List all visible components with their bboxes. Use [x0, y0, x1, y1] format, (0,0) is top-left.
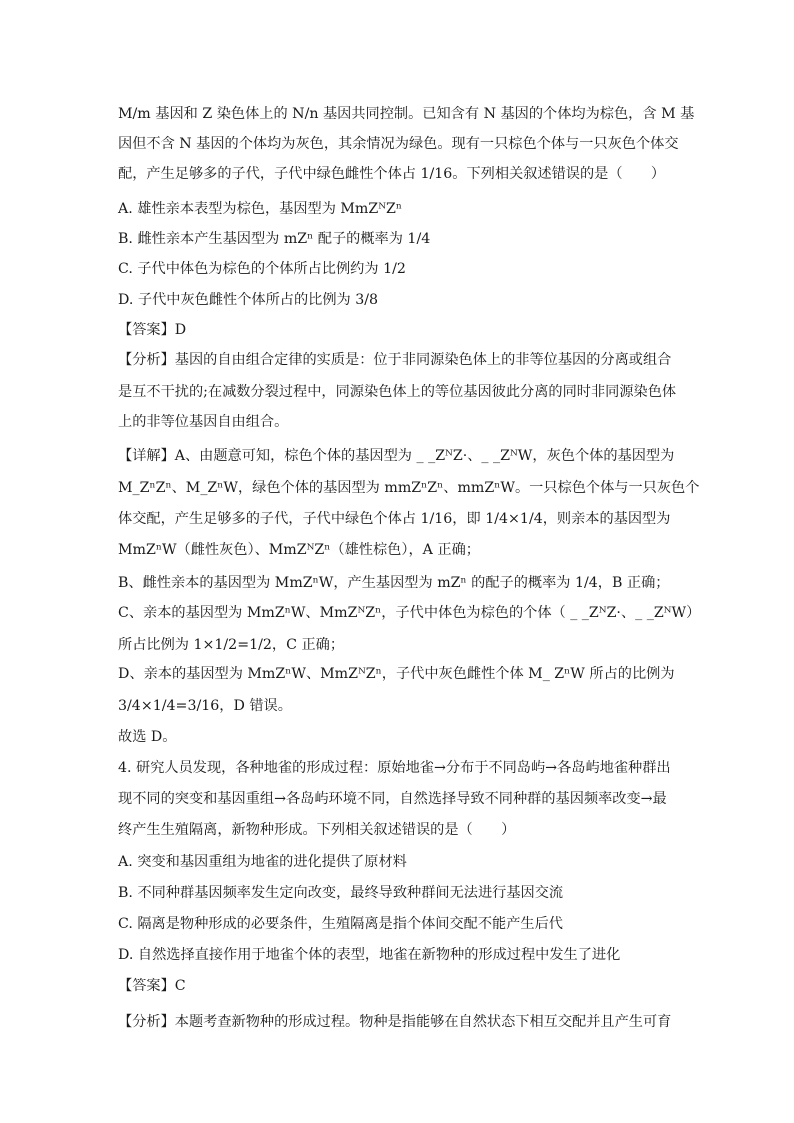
option-a: A. 突变和基因重组为地雀的进化提供了原材料: [118, 854, 407, 870]
option-b: B. 雌性亲本产生基因型为 mZⁿ 配子的概率为 1/4: [118, 231, 431, 247]
option-d: D. 子代中灰色雌性个体所占的比例为 3/8: [118, 292, 379, 308]
detail-line: 所占比例为 1×1/2=1/2，C 正确；: [118, 637, 345, 653]
text-line: 因但不含 N 基因的个体均为灰色，其余情况为绿色。现有一只棕色个体与一只灰色个体交: [118, 136, 679, 152]
analysis-line: 是互不干扰的;在减数分裂过程中，同源染色体上的等位基因彼此分离的同时非同源染色体: [118, 384, 677, 400]
answer: 【答案】C: [118, 978, 186, 994]
analysis-line: 上的非等位基因自由组合。: [118, 414, 289, 430]
answer: 【答案】D: [118, 322, 187, 338]
text-line: 配，产生足够多的子代，子代中绿色雌性个体占 1/16。下列相关叙述错误的是（ ）: [118, 166, 666, 182]
option-a: A. 雄性亲本表型为棕色，基因型为 MmZᴺZⁿ: [118, 201, 403, 217]
option-b: B. 不同种群基因频率发生定向改变，最终导致种群间无法进行基因交流: [118, 885, 564, 901]
question-line: 现不同的突变和基因重组→各岛屿环境不同，自然选择导致不同种群的基因频率改变→最: [118, 791, 667, 807]
analysis-line: 【分析】本题考查新物种的形成过程。物种是指能够在自然状态下相互交配并且产生可育: [118, 1014, 672, 1030]
option-c: C. 隔离是物种形成的必要条件，生殖隔离是指个体间交配不能产生后代: [118, 916, 563, 932]
detail-line: 【详解】A、由题意可知，棕色个体的基因型为 _ _ZᴺZ·、_ _ZᴺW，灰色个体的基因型为: [118, 448, 675, 464]
option-d: D. 自然选择直接作用于地雀个体的表型，地雀在新物种的形成过程中发生了进化: [118, 947, 621, 963]
question-line: 4. 研究人员发现，各种地雀的形成过程：原始地雀→分布于不同岛屿→各岛屿地雀种群出: [118, 760, 671, 776]
question-line: 终产生生殖隔离，新物种形成。下列相关叙述错误的是（ ）: [118, 822, 516, 838]
option-c: C. 子代中体色为棕色的个体所占比例约为 1/2: [118, 261, 406, 277]
text-line: M/m 基因和 Z 染色体上的 N/n 基因共同控制。已知含有 N 基因的个体均为棕色，含 M 基: [118, 106, 695, 122]
conclusion: 故选 D。: [118, 729, 177, 745]
detail-line: M_ZⁿZⁿ、M_ZⁿW，绿色个体的基因型为 mmZⁿZⁿ、mmZⁿW。一只棕色个体与一只灰色个: [118, 480, 700, 496]
detail-line: MmZⁿW（雌性灰色）、MmZᴺZⁿ（雄性棕色），A 正确；: [118, 542, 480, 558]
analysis-line: 【分析】基因的自由组合定律的实质是：位于非同源染色体上的非等位基因的分离或组合: [118, 352, 672, 368]
detail-line: D、亲本的基因型为 MmZⁿW、MmZᴺZⁿ，子代中灰色雌性个体 M_ ZⁿW 所占的比例为: [118, 666, 675, 682]
detail-line: 体交配，产生足够多的子代，子代中绿色个体占 1/16，即 1/4×1/4，则亲本的基因型为: [118, 511, 671, 527]
detail-line: 3/4×1/4=3/16，D 错误。: [118, 698, 292, 714]
detail-line: C、亲本的基因型为 MmZⁿW、MmZᴺZⁿ，子代中体色为棕色的个体（ _ _ZᴺZ·、_ _ZᴺW）: [118, 605, 701, 621]
detail-line: B、雌性亲本的基因型为 MmZⁿW，产生基因型为 mZⁿ 的配子的概率为 1/4，B 正确；: [118, 575, 670, 591]
